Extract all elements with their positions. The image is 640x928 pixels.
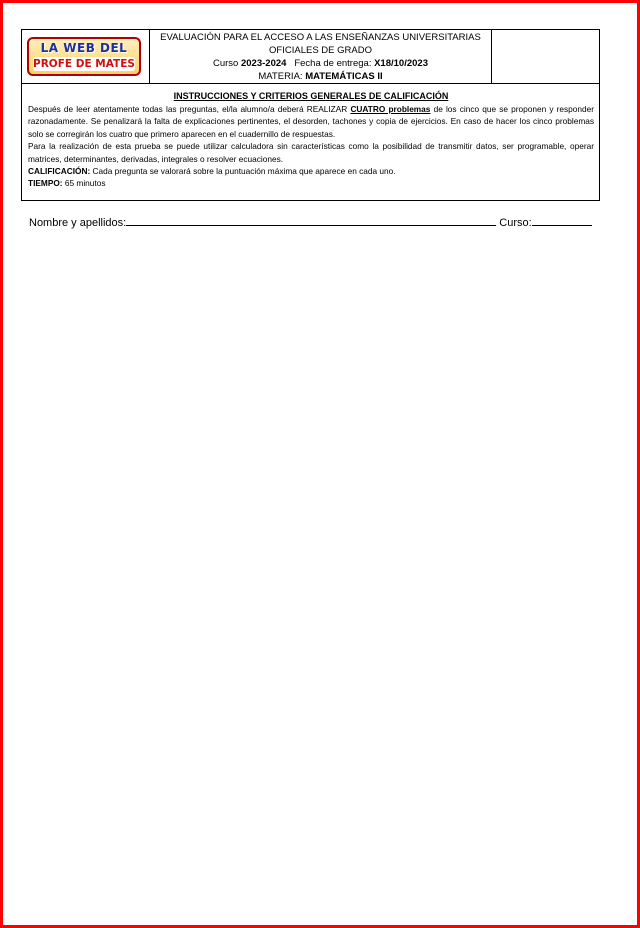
exam-title-line2: OFICIALES DE GRADO	[269, 45, 372, 56]
p1-emphasis: CUATRO problemas	[350, 104, 431, 114]
name-label: Nombre y apellidos:	[29, 217, 127, 229]
calificacion-line	[28, 165, 594, 177]
name-blank[interactable]	[126, 215, 496, 226]
materia-line	[150, 70, 491, 83]
logo	[27, 37, 141, 76]
calificacion-label: CALIFICACIÓN:	[28, 166, 91, 177]
tiempo-label: TIEMPO:	[28, 178, 63, 189]
title-cell	[150, 30, 492, 83]
tiempo-line	[28, 177, 594, 189]
curso-value: 2023-2024	[240, 58, 287, 69]
materia-value: MATEMÁTICAS II	[305, 71, 383, 82]
instructions-title: INSTRUCCIONES Y CRITERIOS GENERALES DE CALIFICACIÓN	[173, 91, 449, 101]
materia-label: MATERIA:	[258, 71, 303, 82]
tiempo-text: 65 minutos	[64, 178, 106, 189]
instructions-paragraph-2: Para la realización de esta prueba se puede utilizar calculadora sin características como la posibilidad de transmitir datos, ser programable, operar matrices, determinantes, derivadas, integrales o resolver ecuaciones.	[28, 141, 594, 164]
blank-cell	[492, 30, 599, 83]
fecha-label: Fecha de entrega:	[294, 58, 372, 69]
exam-header	[21, 29, 600, 84]
logo-line1: LA WEB DEL	[40, 41, 128, 55]
curso-field-label: Curso:	[499, 217, 532, 229]
curso-blank[interactable]	[532, 215, 592, 226]
calificacion-text: Cada pregunta se valorará sobre la puntuación máxima que aparece en cada uno.	[92, 166, 396, 177]
curso-label: Curso	[213, 58, 239, 69]
instructions-box	[21, 84, 600, 201]
p1-start: Después de leer atentamente todas las preguntas, el/la alumno/a deberá REALIZAR	[28, 104, 348, 114]
instructions-paragraph-1	[28, 103, 594, 140]
student-info-row	[29, 215, 599, 230]
logo-line2: PROFE DE MATES	[33, 58, 135, 70]
exam-title-line1: EVALUACIÓN PARA EL ACCESO A LAS ENSEÑANZAS UNIVERSITARIAS	[160, 32, 481, 43]
course-date-line	[150, 57, 491, 70]
logo-cell	[22, 30, 150, 83]
fecha-value: X18/10/2023	[374, 58, 428, 69]
p1-end: de los cinco que se proponen y responder razonadamente. Se penalizará la falta de explicaciones pertinentes, el desorden, tachones y copia de ejercicios. En caso de hacer los cinco problemas solo se corregirán los cuatro que primero aparecen en el cuadernillo de respuestas.	[28, 104, 594, 139]
